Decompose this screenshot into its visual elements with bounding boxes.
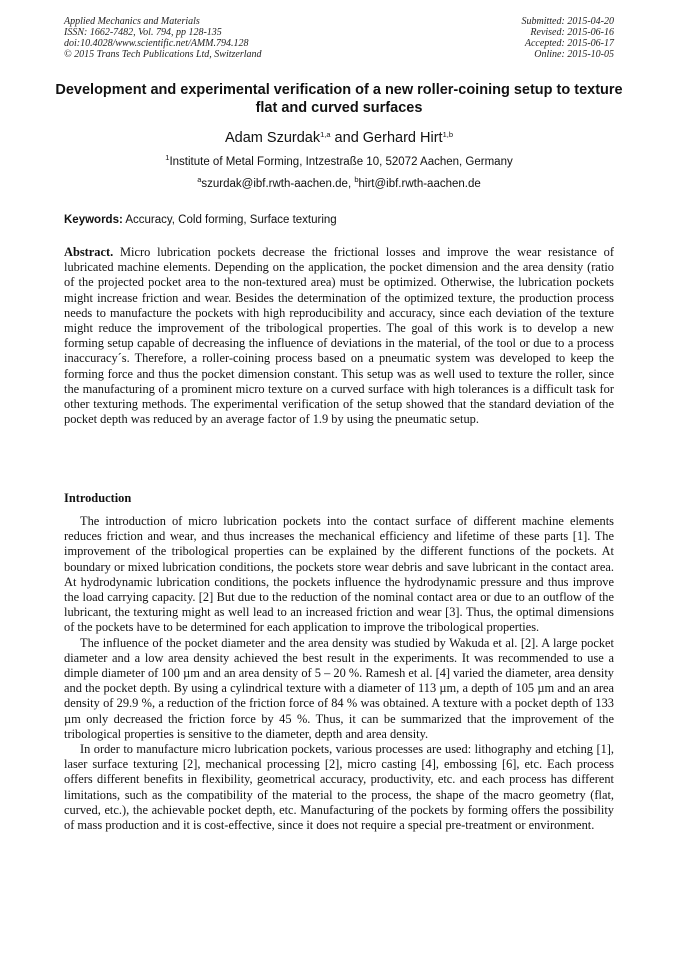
author-sup: 1,a bbox=[320, 130, 331, 139]
journal-info bbox=[64, 16, 262, 60]
email-link[interactable]: szurdak@ibf.rwth-aachen.de, bbox=[201, 178, 355, 190]
paper-title: Development and experimental verification of a new roller-coining setup to texture flat and curved surfaces bbox=[55, 82, 623, 116]
journal-doi: doi:10.4028/www.scientific.net/AMM.794.128 bbox=[64, 38, 249, 49]
author-name: Adam Szurdak bbox=[224, 130, 321, 146]
section-heading: Introduction bbox=[64, 491, 132, 505]
paragraph: The influence of the pocket diameter and the area density was studied by Wakuda et al. [2]. A large pocket diameter and a low area density achieved the best result in the experiments. It was recommended to use a dimple diameter of 100 µm and an area density of 5 – 20 %. Ramesh et al. [4] varied the diameter, area density and the pocket depth. By using a cylindrical texture with a diameter of 113 µm, a depth of 105 µm and an area density of 29.9 %, a reduction of the friction force of 84 % was obtained. A texture with a pocket depth of 133 µm only decreased the friction force by 45 %. Thus, it can be summarized that the improvement of the tribological properties is sensitive to the diameter, depth and area density. bbox=[64, 635, 614, 741]
affiliation-text: Institute of Metal Forming, Intzestraße 10, 52072 Aachen, Germany bbox=[169, 156, 513, 168]
keywords bbox=[64, 213, 614, 227]
author-joiner: and bbox=[330, 130, 363, 146]
author-sup: 1,b bbox=[442, 130, 453, 139]
affiliation bbox=[0, 155, 678, 169]
introduction-body bbox=[64, 514, 614, 833]
journal-copyright: © 2015 Trans Tech Publications Ltd, Switzerland bbox=[64, 49, 262, 60]
keywords-label: Keywords: bbox=[64, 214, 123, 226]
keywords-text: Accuracy, Cold forming, Surface texturing bbox=[122, 214, 337, 226]
paragraph: The introduction of micro lubrication pockets into the contact surface of different machine elements reduces friction and wear, and thus increases the mechanical efficiency and lifetime of these parts [1]. The improvement of the tribological properties can be explained by the different functions of the pockets. At boundary or mixed lubrication conditions, the pockets store wear debris and save lubricant in the contact area. At hydrodynamic lubrication conditions, the pockets influence the hydrodynamic pressure and thus improve the load carrying capacity. [2] But due to the reduction of the nominal contact area or due to an outflow of the lubricant, the texturing might as well lead to an increased friction and wear [3]. Thus, the optimal dimensions of the pockets have to be determined for each application to improve the tribological properties. bbox=[64, 514, 614, 635]
paragraph: In order to manufacture micro lubrication pockets, various processes are used: lithography and etching [1], laser surface texturing [2], mechanical processing [2], micro casting [4], embossing [6], etc. Each process offers different benefits in flexibility, geometrical accuracy, productivity, etc. and each process has different limitations, such as the compatibility of the material to the process, the shape of the macro geometry (flat, curved, etc.), the achievable pocket depth, etc. Manufacturing of the pockets by forming offers the possibility of mass production and it is cost-effective, since it does not require a special pre-treatment or environment. bbox=[64, 742, 614, 833]
publication-dates bbox=[522, 16, 615, 60]
author-line bbox=[0, 129, 678, 147]
abstract-text: Micro lubrication pockets decrease the frictional losses and improve the wear resistance of lubricated machine elements. Depending on the application, the pocket dimension and the area density (ratio of the projected pocket area to the non-textured area) must be optimized. Otherwise, the lubrication pockets might increase friction and wear. Besides the determination of the optimized texture, the production process needs to manufacture the pockets with high reproducibility and accuracy, since each deviation of the texture might reduce the improvement of the tribological properties. The goal of this work is to develop a new forming setup capable of decreasing the influence of deviations in the material, of the tool or due to a process inaccuracy´s. Therefore, a roller-coining process based on a pneumatic system was developed to keep the forming force and thus the pocket dimension constant. This setup was as well used to texture the roller, since the manufacturing of a prominent micro texture on a curved surface with high tolerances is a difficult task for other texturing methods. The experimental verification of the setup showed that the standard deviation of the pocket depth was reduced by an average factor of 1.9 by using the pneumatic setup. bbox=[64, 245, 614, 427]
author-emails bbox=[0, 177, 678, 191]
date-online: Online: 2015-10-05 bbox=[534, 49, 614, 60]
journal-issn: ISSN: 1662-7482, Vol. 794, pp 128-135 bbox=[64, 27, 222, 38]
date-revised: Revised: 2015-06-16 bbox=[530, 27, 614, 38]
date-accepted: Accepted: 2015-06-17 bbox=[524, 38, 614, 49]
abstract bbox=[64, 245, 614, 427]
journal-name: Applied Mechanics and Materials bbox=[64, 16, 200, 27]
email-sup: a bbox=[197, 175, 202, 184]
date-submitted: Submitted: 2015-04-20 bbox=[521, 16, 614, 27]
email-link[interactable]: hirt@ibf.rwth-aachen.de bbox=[358, 178, 481, 190]
abstract-label: Abstract. bbox=[64, 245, 114, 259]
affiliation-sup: 1 bbox=[165, 153, 170, 162]
author-name: Gerhard Hirt bbox=[362, 130, 443, 146]
email-sup: b bbox=[354, 175, 359, 184]
